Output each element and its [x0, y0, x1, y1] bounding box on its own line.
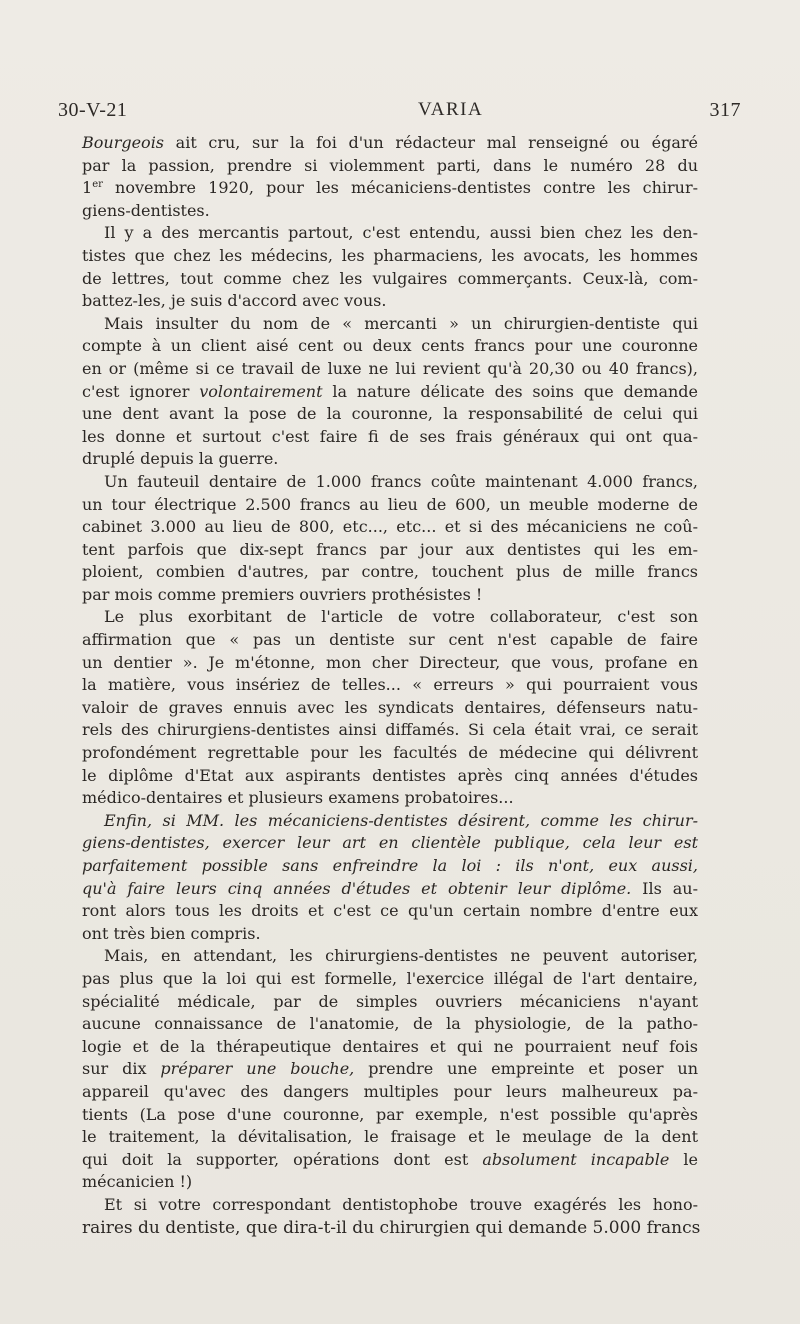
text-line	[82, 900, 698, 923]
text-run: Ils au-	[631, 878, 699, 898]
text-line	[82, 991, 698, 1014]
text-run: rels des chirurgiens-dentistes ainsi diffamés. Si cela était vrai, ce serait	[82, 720, 698, 740]
text-line	[82, 968, 698, 991]
text-line	[82, 516, 698, 539]
text-run: giens-dentistes.	[82, 200, 210, 220]
text-run: par la passion, prendre si violemment parti, dans le numéro 28 du	[82, 155, 698, 175]
text-line	[82, 1104, 698, 1127]
text-run: tent parfois que dix-sept francs par jour aux dentistes qui les em-	[82, 539, 698, 559]
text-line	[82, 1058, 698, 1081]
text-line	[82, 945, 698, 968]
text-line	[82, 132, 698, 155]
text-line	[82, 426, 698, 449]
text-run: Et si votre correspondant dentistophobe trouve exagérés les hono-	[104, 1194, 698, 1214]
text-run: battez-les, je suis d'accord avec vous.	[82, 291, 387, 311]
text-run: un dentier ». Je m'étonne, mon cher Directeur, que vous, profane en	[82, 652, 698, 672]
text-run: raires du dentiste, que dira-t-il du chirurgien qui demande 5.000 francs	[82, 1217, 701, 1238]
text-line	[82, 200, 698, 223]
text-line	[82, 855, 698, 878]
text-run: Mais, en attendant, les chirurgiens-dentistes ne peuvent autoriser,	[104, 946, 698, 966]
text-run: druplé depuis la guerre.	[82, 449, 279, 469]
text-line	[82, 155, 698, 178]
text-run: compte à un client aisé cent ou deux cents francs pour une couronne	[82, 336, 698, 356]
italic-text: Bourgeois	[82, 133, 165, 152]
text-run: Il y a des mercantis partout, c'est entendu, aussi bien chez les den-	[104, 223, 698, 243]
text-line	[82, 787, 698, 810]
text-line	[82, 606, 698, 629]
italic-text: préparer une bouche,	[160, 1059, 355, 1079]
text-line	[82, 358, 698, 381]
text-run: tients (La pose d'une couronne, par exemple, n'est possible qu'après	[82, 1104, 698, 1124]
text-line	[82, 719, 698, 742]
text-run: ploient, combien d'autres, par contre, touchent plus de mille francs	[82, 562, 698, 582]
text-run: novembre 1920, pour les mécaniciens-dentistes contre les chirur-	[102, 178, 698, 198]
text-run: une dent avant la pose de la couronne, la responsabilité de celui qui	[82, 404, 698, 424]
text-run: pas plus que la loi qui est formelle, l'exercice illégal de l'art dentaire,	[82, 968, 698, 988]
header-date: 30-V-21	[58, 99, 128, 121]
body-text	[82, 132, 701, 1239]
text-line	[82, 832, 698, 855]
text-run: 1	[82, 178, 93, 198]
text-run: par mois comme premiers ouvriers prothésistes !	[82, 584, 483, 604]
text-run: les donne et surtout c'est faire fi de ses frais généraux qui ont qua-	[82, 426, 698, 446]
text-line	[82, 1013, 698, 1036]
italic-text: giens-dentistes, exercer leur art en clientèle publique, cela leur est	[82, 833, 698, 853]
text-line	[82, 539, 698, 562]
text-line	[82, 561, 698, 584]
italic-text: volontairement	[199, 381, 323, 401]
text-run: spécialité médicale, par de simples ouvriers mécaniciens n'ayant	[82, 991, 698, 1011]
text-run: qui doit la supporter, opérations dont est	[82, 1149, 483, 1169]
header-section-title: VARIA	[418, 99, 484, 120]
text-run: le	[669, 1149, 698, 1169]
text-line	[82, 923, 698, 946]
text-line	[82, 494, 698, 517]
text-run: profondément regrettable pour les facultés de médecine qui délivrent	[82, 743, 698, 763]
text-run: de lettres, tout comme chez les vulgaires commerçants. Ceux-là, com-	[82, 268, 698, 288]
text-line	[82, 697, 698, 720]
text-line	[82, 245, 698, 268]
text-line	[82, 584, 698, 607]
text-line	[82, 177, 698, 200]
text-run: un tour électrique 2.500 francs au lieu de 600, un meuble moderne de	[82, 494, 698, 514]
text-line	[82, 629, 698, 652]
italic-text: parfaitement possible sans enfreindre la loi : ils n'ont, eux aussi,	[82, 856, 698, 875]
text-run: la matière, vous insériez de telles... « erreurs » qui pourraient vous	[82, 675, 698, 695]
text-run: ait cru, sur la foi d'un rédacteur mal renseigné ou égaré	[164, 133, 698, 152]
text-run: le diplôme d'Etat aux aspirants dentistes après cinq années d'études	[82, 765, 698, 785]
text-run: Le plus exorbitant de l'article de votre collaborateur, c'est son	[104, 607, 698, 627]
text-line	[82, 1149, 698, 1172]
text-line	[82, 1217, 701, 1240]
text-line	[82, 290, 698, 313]
text-run: aucune connaissance de l'anatomie, de la physiologie, de la patho-	[82, 1014, 698, 1034]
text-run: prendre une empreinte et poser un	[354, 1059, 699, 1079]
text-line	[82, 222, 698, 245]
text-run: er	[92, 179, 103, 191]
text-run: en or (même si ce travail de luxe ne lui revient qu'à 20,30 ou 40 francs),	[82, 358, 698, 378]
text-line	[82, 1126, 698, 1149]
text-line	[82, 335, 698, 358]
text-run: le traitement, la dévitalisation, le fraisage et le meulage de la dent	[82, 1127, 698, 1147]
text-run: c'est ignorer	[82, 381, 200, 401]
text-line	[82, 448, 698, 471]
text-line	[82, 878, 698, 901]
text-line	[82, 471, 698, 494]
text-run: appareil qu'avec des dangers multiples pour leurs malheureux pa-	[82, 1081, 698, 1101]
text-run: médico-dentaires et plusieurs examens probatoires...	[82, 788, 514, 808]
text-line	[82, 674, 698, 697]
text-line	[82, 810, 698, 833]
text-line	[82, 1081, 698, 1104]
text-run: ont très bien compris.	[82, 923, 261, 943]
text-line	[82, 313, 698, 336]
text-run: cabinet 3.000 au lieu de 800, etc..., etc... et si des mécaniciens ne coû-	[82, 517, 698, 537]
italic-text: absolument incapable	[482, 1149, 670, 1169]
text-line	[82, 403, 698, 426]
text-line	[82, 268, 698, 291]
text-run: mécanicien !)	[82, 1172, 193, 1192]
text-run: la nature délicate des soins que demande	[322, 381, 699, 401]
text-run: affirmation que « pas un dentiste sur cent n'est capable de faire	[82, 630, 698, 650]
text-line	[82, 652, 698, 675]
text-run: logie et de la thérapeutique dentaires et qui ne pourraient neuf fois	[82, 1036, 698, 1056]
text-run: valoir de graves ennuis avec les syndicats dentaires, défenseurs natu-	[82, 697, 698, 717]
text-run: sur dix	[82, 1059, 161, 1079]
text-line	[82, 381, 698, 404]
page-header	[58, 99, 741, 127]
text-run: ront alors tous les droits et c'est ce qu'un certain nombre d'entre eux	[82, 901, 698, 921]
text-run: Un fauteuil dentaire de 1.000 francs coûte maintenant 4.000 francs,	[104, 471, 698, 491]
text-run: tistes que chez les médecins, les pharmaciens, les avocats, les hommes	[82, 245, 698, 265]
text-line	[82, 742, 698, 765]
text-line	[82, 1036, 698, 1059]
italic-text: Enfin, si MM. les mécaniciens-dentistes désirent, comme les chirur-	[104, 810, 698, 830]
text-line	[82, 765, 698, 788]
text-line	[82, 1171, 698, 1194]
text-line	[82, 1194, 698, 1217]
page-number: 317	[709, 99, 741, 121]
italic-text: qu'à faire leurs cinq années d'études et obtenir leur diplôme.	[82, 878, 632, 898]
text-run: Mais insulter du nom de « mercanti » un chirurgien-dentiste qui	[104, 313, 698, 333]
